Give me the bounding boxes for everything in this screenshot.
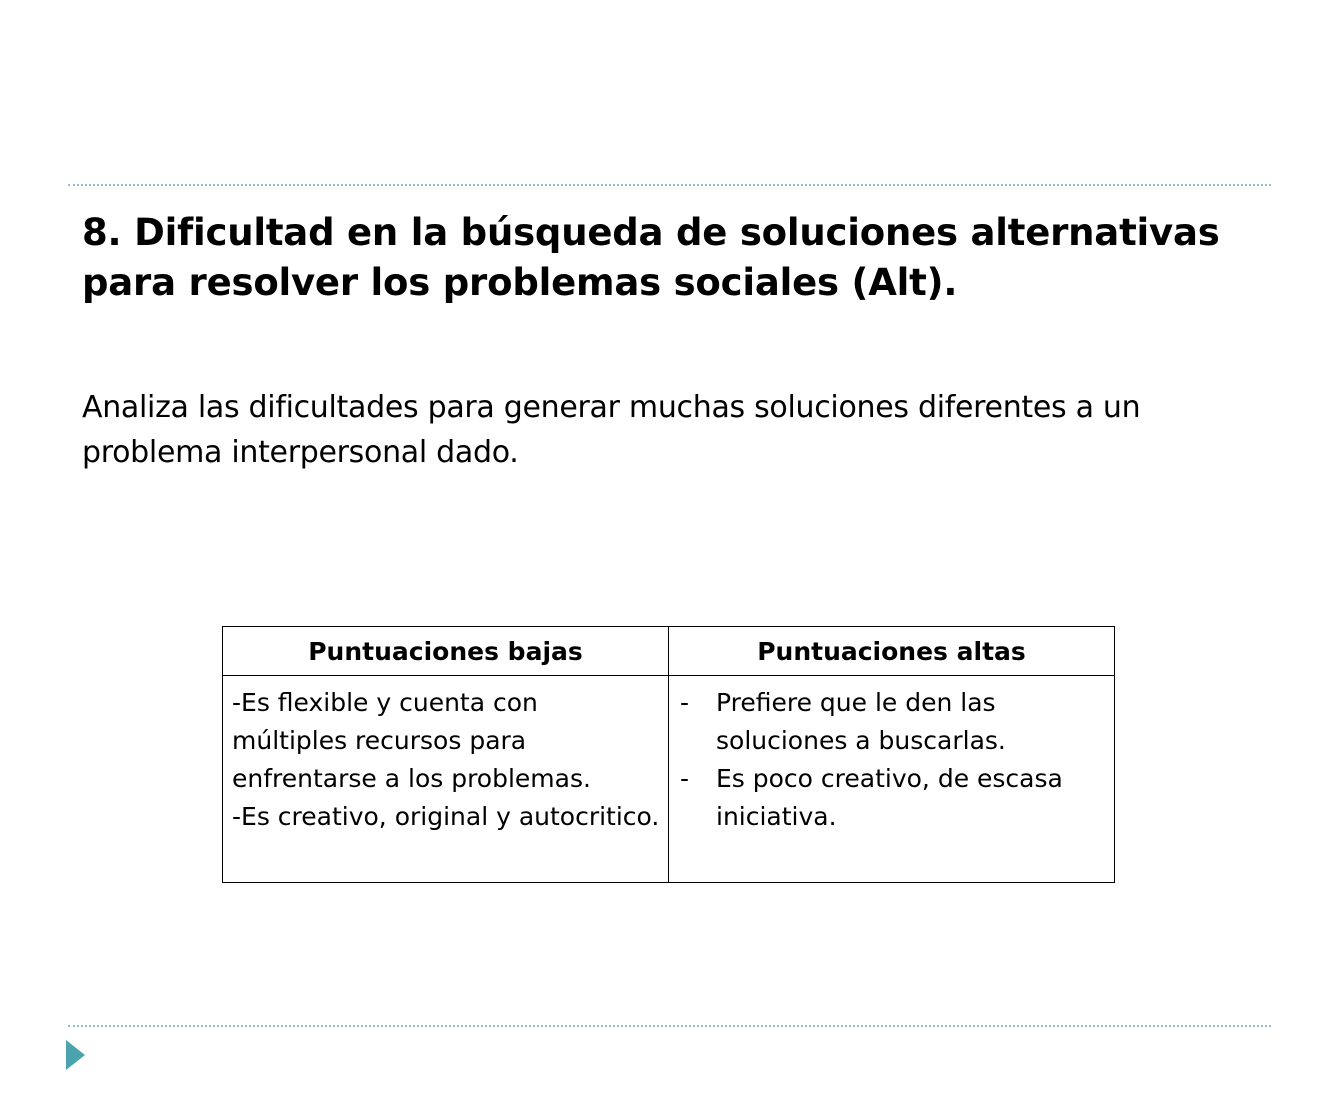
triangle-right-icon: [66, 1040, 85, 1070]
score-table: [222, 626, 1115, 883]
bottom-divider: [68, 1025, 1271, 1027]
header-low-scores: Puntuaciones bajas: [223, 627, 669, 676]
low-scores-cell: [223, 676, 669, 883]
low-score-item: -Es creativo, original y autocritico.: [232, 802, 660, 831]
dash-bullet: -: [680, 688, 690, 717]
top-divider: [68, 184, 1271, 186]
high-score-item: [678, 760, 1106, 836]
table-row: [223, 676, 1115, 883]
low-score-item: -Es flexible y cuenta con múltiples recursos para enfrentarse a los problemas.: [232, 688, 591, 793]
header-high-scores: Puntuaciones altas: [669, 627, 1115, 676]
table-header-row: [223, 627, 1115, 676]
high-score-item: [678, 684, 1106, 760]
high-scores-list: [678, 684, 1106, 836]
high-score-text: Es poco creativo, de escasa iniciativa.: [716, 764, 1063, 831]
dash-bullet: -: [680, 764, 690, 793]
slide-title: 8. Dificultad en la búsqueda de soluciones alternativas para resolver los problemas sociales (Alt).: [82, 211, 1220, 304]
high-scores-cell: [669, 676, 1115, 883]
high-score-text: Prefiere que le den las soluciones a buscarlas.: [716, 688, 1006, 755]
slide-description: Analiza las dificultades para generar muchas soluciones diferentes a un problema interpersonal dado.: [82, 390, 1141, 470]
